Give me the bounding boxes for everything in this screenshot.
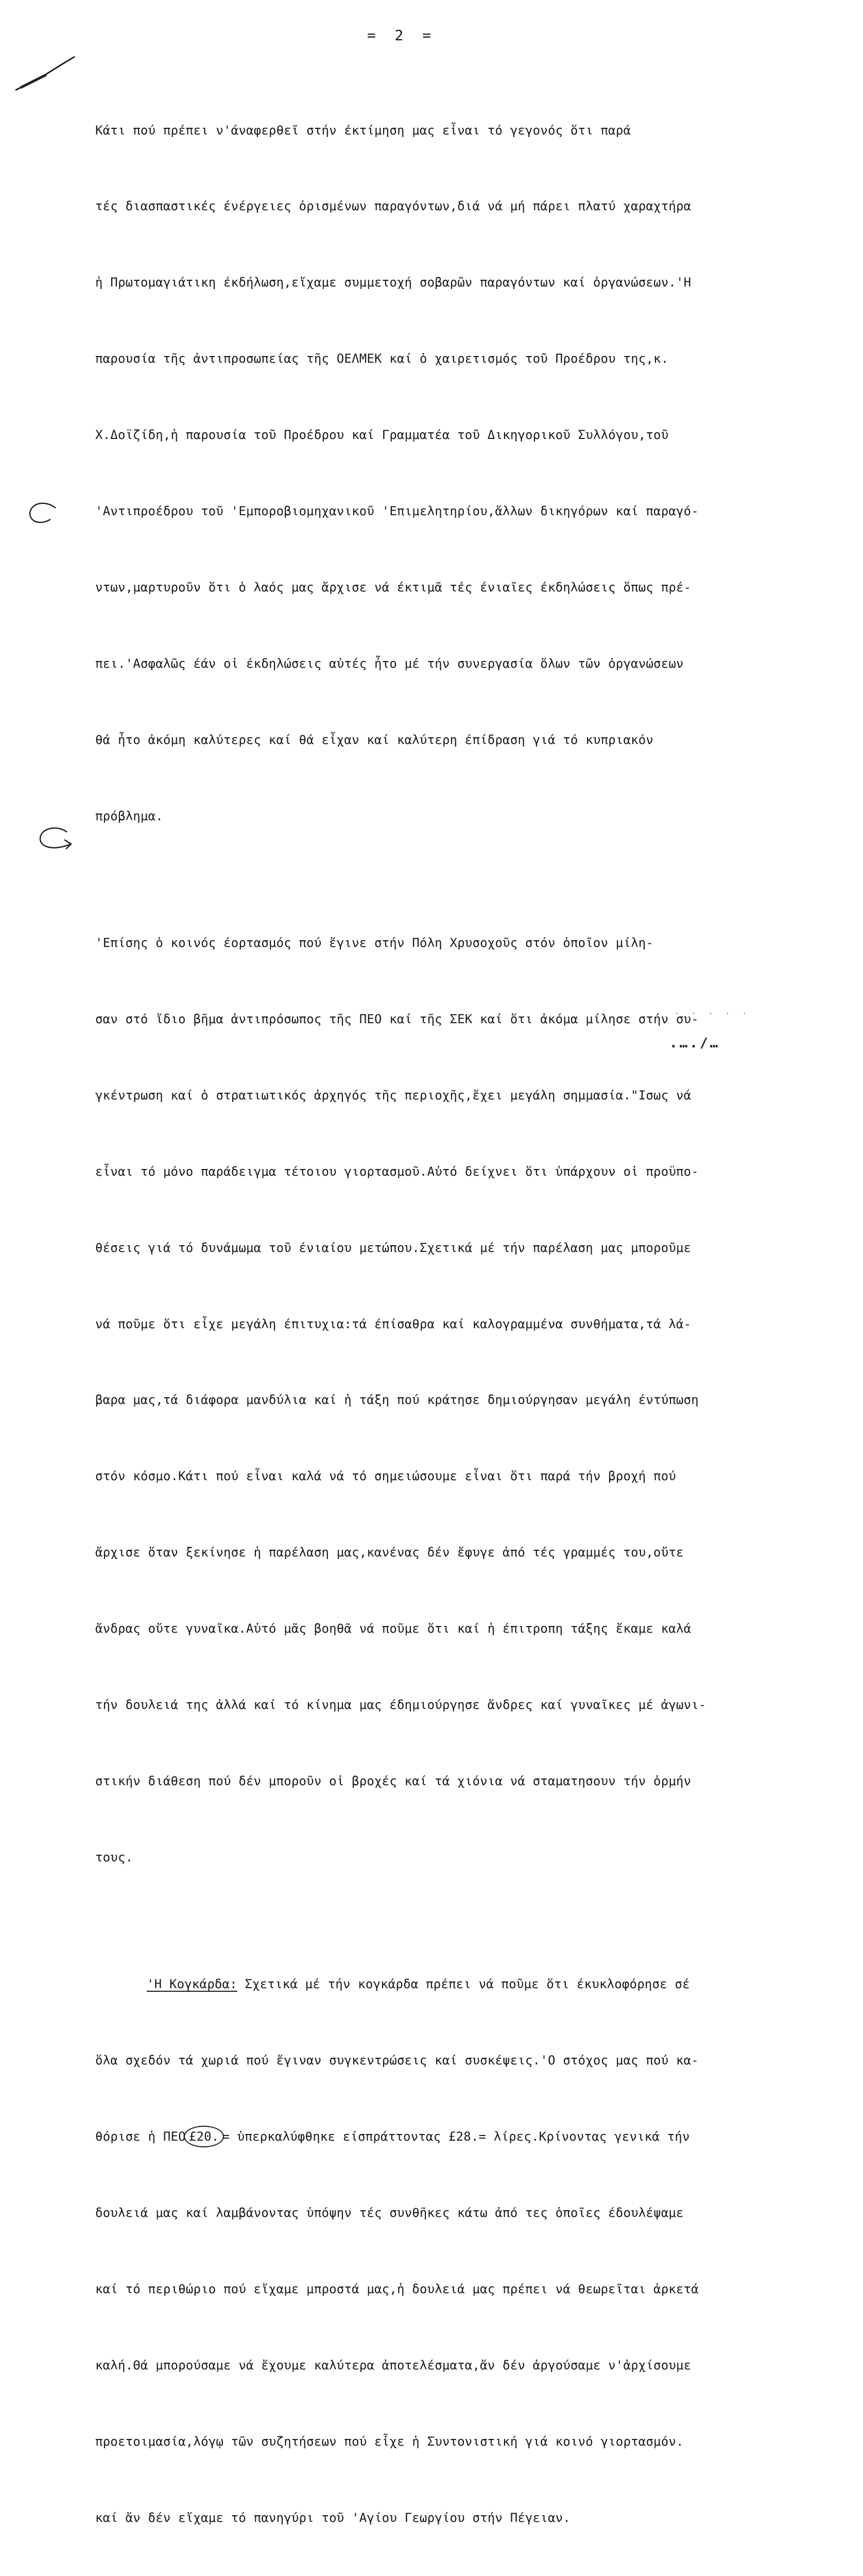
text-line: στόν κόσμο.Κάτι πού εἶναι καλά νά τό σημειώσουμε εἶναι ὅτι παρά τήν βροχή πού: [95, 1469, 676, 1484]
text-line: καί τό περιθώριο πού εἴχαμε μπροστά μας,ἡ δουλειά μας πρέπει νά θεωρεῖται ἀρκετά: [95, 2281, 699, 2296]
text-line: Χ.Δοϊζίδη,ἡ παρουσία τοῦ Προέδρου καί Γραμματέα τοῦ Δικηγορικοῦ Συλλόγου,τοῦ: [95, 428, 669, 443]
margin-bracket-icon: [36, 824, 77, 855]
text-line: 'Επίσης ὁ κοινός έορτασμός πού ἔγινε στήν Πόλη Χρυσοχοῦς στόν ὁποῖον μίλη-: [95, 936, 654, 951]
text-line: στικήν διάθεση πού δέν μποροῦν οἱ βροχές καί τά χιόνια νά σταματησουν τήν ὁρμήν: [95, 1773, 692, 1788]
circled-amount: £20.: [184, 2126, 225, 2147]
text-line: δουλειά μας καί λαμβάνοντας ὑπόψην τές συνθῆκες κάτω ἀπό τες ὁποῖες έδουλέψαμε: [95, 2205, 684, 2220]
text-line: ἡ Πρωτομαγιάτικη έκδήλωση,εἴχαμε συμμετοχή σοβαρῶν παραγόντων καί ὀργανώσεων.'Η: [95, 275, 692, 290]
page-number: = 2 =: [367, 27, 437, 44]
text-line: βαρα μας,τά διάφορα μανδύλια καί ἡ τάξη πού κράτησε δημιούργησαν μεγάλη έντύπωση: [95, 1393, 699, 1408]
text-line: 'Αντιπροέδρου τοῦ 'Εμποροβιομηχανικοῦ 'Επιμελητηρίου,ἄλλων δικηγόρων καί παραγό-: [95, 504, 699, 519]
paragraph-3: [95, 1921, 826, 2576]
text-line-with-circle: [95, 2124, 826, 2149]
continuation-dots: · · · · ·: [675, 1010, 751, 1018]
text-line: νά ποῦμε ὅτι εἶχε μεγάλη έπιτυχια:τά έπίσαθρα καί καλογραμμένα συνθήματα,τά λά-: [95, 1316, 692, 1331]
text-line: ἄρχισε ὅταν ξεκίνησε ἡ παρέλαση μας,κανένας δέν ἔφυγε ἀπό τές γραμμές του,οὔτε: [95, 1545, 684, 1560]
paragraph-1: [95, 67, 826, 880]
section-heading-line: [95, 1972, 826, 1997]
document-body: [95, 67, 826, 2576]
text-line: προετοιμασία,λόγῳ τῶν συζητήσεων πού εἶχε ἡ Συντονιστική γιά κοινό γιορτασμόν.: [95, 2434, 684, 2449]
text-line: καλή.Θά μπορούσαμε νά ἔχουμε καλύτερα ἀποτελέσματα,ἄν δέν ἀργούσαμε ν'ἀρχίσουμε: [95, 2358, 692, 2372]
section-heading: 'Η Κογκάρδα:: [147, 1977, 237, 1992]
text-line: πρόβλημα.: [95, 808, 163, 823]
continuation-mark: .…./…: [669, 1036, 720, 1051]
text-line: πει.'Ασφαλῶς έάν οἱ έκδηλώσεις αὐτές ἦτο μέ τήν συνεργασία ὅλων τῶν ὀργανώσεων: [95, 656, 684, 671]
text-line: ὅλα σχεδόν τά χωριά πού ἔγιναν συγκεντρώσεις καί συσκέψεις.'Ο στόχος μας πού κα-: [95, 2053, 699, 2068]
text-line: ντων,μαρτυροῦν ὅτι ὁ λαός μας ἄρχισε νά έκτιμᾶ τές ένιαῖες έκδηλώσεις ὅπως πρέ-: [95, 580, 692, 595]
text-line: εἶναι τό μόνο παράδειγμα τέτοιου γιορτασμοῦ.Αὐτό δείχνει ὅτι ὑπάρχουν οἱ προϋπο-: [95, 1164, 699, 1179]
text-line: ἄνδρας οὔτε γυναῖκα.Αὐτό μᾶς βοηθᾶ νά ποῦμε ὅτι καί ἡ έπιτροπη τάξης ἔκαμε καλά: [95, 1621, 692, 1636]
text-line: τές διασπαστικές ένέργειες ὁρισμένων παραγόντων,διά νά μή πάρει πλατύ χαραχτήρα: [95, 199, 692, 214]
text-line: γκέντρωση καί ὁ στρατιωτικός ἀρχηγός τῆς περιοχῆς,ἔχει μεγάλη σημμασία."Ισως νά: [95, 1088, 692, 1103]
margin-bracket-icon: [25, 499, 61, 530]
text-line: παρουσία τῆς ἀντιπροσωπείας τῆς ΟΕΛΜΕΚ καί ὁ χαιρετισμός τοῦ Προέδρου της,κ.: [95, 351, 669, 366]
text-line: τήν δουλειά της ἀλλά καί τό κίνημα μας έδημιούργησε ἄνδρες καί γυναῖκες μέ ἀγωνι-: [95, 1698, 706, 1712]
text-fragment: = ὑπερκαλύφθηκε είσπράττοντας £28.= λίρες.Κρίνοντας γενικά τήν: [222, 2129, 690, 2144]
text-line: Σχετικά μέ τήν κογκάρδα πρέπει νά ποῦμε ὅτι έκυκλοφόρησε σέ: [237, 1977, 690, 1992]
text-line: θέσεις γιά τό δυνάμωμα τοῦ ένιαίου μετώπου.Σχετικά μέ τήν παρέλαση μας μποροῦμε: [95, 1240, 692, 1255]
margin-scribble-icon: [10, 41, 77, 98]
text-line: σαν στό ἴδιο βῆμα ἀντιπρόσωπος τῆς ΠΕΟ καί τῆς ΣΕΚ καί ὅτι ἀκόμα μίλησε στήν συ-: [95, 1011, 699, 1026]
text-fragment: θόρισε ἡ ΠΕΟ: [95, 2129, 186, 2144]
text-line: θά ἦτο ἀκόμη καλύτερες καί θά εἶχαν καί καλύτερη έπίδραση γιά τό κυπριακόν: [95, 732, 654, 747]
text-line: τους.: [95, 1850, 133, 1865]
text-line: καί ἄν δέν εἴχαμε τό πανηγύρι τοῦ 'Αγίου Γεωργίου στήν Πέγειαν.: [95, 2510, 571, 2525]
text-line: Κάτι πού πρέπει ν'άναφερθεῖ στήν έκτίμηση μας εἶναι τό γεγονός ὅτι παρά: [95, 123, 631, 138]
